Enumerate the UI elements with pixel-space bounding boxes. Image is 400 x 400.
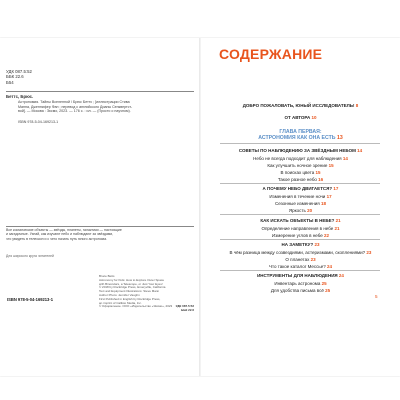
toc-entry xyxy=(201,177,400,182)
toc-entry-page: 24 xyxy=(325,264,333,269)
toc-entry xyxy=(201,233,400,238)
toc-entry-title: АСТРОНОМИЯ КАК ОНА ЕСТЬ xyxy=(258,135,336,141)
biblio-line: вой]. — Москва : Эксмо, 2023. — 176 с. : ил. — (Просто о научном). xyxy=(18,109,131,114)
bbk-line: ББК 22.6 xyxy=(181,307,194,312)
toc-entry xyxy=(201,226,400,231)
toc-entry xyxy=(201,163,400,168)
toc-entry-title: Определение направления в небе xyxy=(261,226,334,231)
udk-block xyxy=(6,69,32,85)
toc-entry-page: 16 xyxy=(316,177,324,182)
toc-entry-title: Небо не всегда подходит для наблюдения xyxy=(253,156,342,161)
toc-entry-title: НА ЗАМЕТКУ? xyxy=(281,242,314,247)
toc-entry-page: 20 xyxy=(305,208,313,213)
toc-title: СОДЕРЖАНИЕ xyxy=(219,46,323,62)
udk-line: УДК 087.5:52 xyxy=(175,304,194,308)
toc-entry xyxy=(201,264,400,269)
toc-entry-page: 23 xyxy=(309,257,316,262)
toc-entry-title: Такое разное небо xyxy=(277,177,317,182)
contents-page xyxy=(201,38,400,376)
toc-entry xyxy=(201,115,400,120)
toc-entry-page: 25 xyxy=(320,281,327,286)
toc-entry-page: 17 xyxy=(325,194,332,199)
copyright-block xyxy=(99,274,194,312)
toc-entry xyxy=(201,103,400,108)
imprint-page xyxy=(0,38,199,376)
toc-entry-page: 23 xyxy=(313,242,320,247)
toc-entry-title: А ПОЧЕМУ НЕБО ДВИГАЕТСЯ? xyxy=(262,186,333,191)
toc-entry-title: В поисках цвета xyxy=(280,170,315,175)
toc-entry xyxy=(201,250,400,255)
toc-entry-title: ДОБРО ПОЖАЛОВАТЬ, ЮНЫЙ ИССЛЕДОВАТЕЛЬ! xyxy=(242,103,355,108)
toc-entry-title: Яркость xyxy=(288,208,306,213)
author-code-line: Б54 xyxy=(6,79,14,85)
toc-entry-page: 21 xyxy=(333,226,340,231)
toc-entry-page: 10 xyxy=(310,115,317,120)
annotation-line: что увидеть в телескоп и с чего начать путь юного астронома. xyxy=(6,236,107,241)
toc-entry-title: О планетах xyxy=(285,257,310,262)
copyright-line: Author Photo: Jennifer Vaughn xyxy=(99,292,140,297)
bibliographic-record xyxy=(18,100,190,114)
copyright-line: © Оформление. ООО «Издательство «Эксмо», 2023 xyxy=(99,304,173,309)
toc-entry-page: 14 xyxy=(341,156,348,161)
toc-entry-page: 21 xyxy=(334,218,341,223)
toc-entry-title: Инвентарь астронома xyxy=(274,281,321,286)
copyright-line: © 2018 by Rockridge Press, Emeryville, California xyxy=(99,285,166,290)
toc-entry-page: 8 xyxy=(354,103,359,108)
udk-line: УДК 087.5:52 xyxy=(6,69,32,74)
toc-entry-title: В чём разница между созвездиями, астеризмами, скоплениями? xyxy=(229,250,366,255)
toc-entry-title: Изменения в течение ночи xyxy=(269,194,326,199)
toc-entry xyxy=(201,135,400,141)
toc-entry-title: ИНСТРУМЕНТЫ ДЛЯ НАБЛЮДЕНИЯ xyxy=(257,273,338,278)
toc-entry-title: КАК ИСКАТЬ ОБЪЕКТЫ В НЕБЕ? xyxy=(260,218,335,223)
section-divider xyxy=(220,183,380,184)
toc-entry xyxy=(201,242,400,247)
section-divider xyxy=(220,143,380,144)
toc-entry-page: 14 xyxy=(355,148,363,153)
toc-entry-page: 22 xyxy=(322,233,330,238)
toc-entry xyxy=(201,194,400,199)
section-divider xyxy=(220,239,380,240)
toc-entry-title: ГЛАВА ПЕРВАЯ: xyxy=(279,129,322,135)
toc-entry-page: 24 xyxy=(337,273,344,278)
toc-entry xyxy=(201,288,400,293)
toc-entry xyxy=(201,156,400,161)
toc-entry xyxy=(201,170,400,175)
toc-entry-title: Для удобства письма всё xyxy=(270,288,324,293)
toc-entry xyxy=(201,273,400,278)
copyright-line: Text and Equipment Illustrations: Steve Mann xyxy=(99,289,160,294)
biblio-line: Астрономия. Тайны Вселенной / Брюс Беттс ; [иллюстрации Стива xyxy=(18,100,130,104)
annotation-line: и загадочные. Узнай, как изучают небо и наблюдают за звёздами, xyxy=(6,232,114,237)
isbn-record: ISBN 978-5-04-169213-1 xyxy=(18,120,59,124)
toc-entry-page: 15 xyxy=(314,170,321,175)
toc-entry-page: 13 xyxy=(335,135,343,141)
toc-entry-title: Как улучшить ночное зрение xyxy=(267,163,328,168)
page-number: 5 xyxy=(375,294,378,299)
toc-entry xyxy=(201,148,400,153)
toc-entry xyxy=(201,218,400,223)
audience-tag: Для широкого круга читателей xyxy=(6,254,54,258)
isbn-bottom: ISBN 978-5-04-169213-1 xyxy=(7,297,53,302)
toc-entry xyxy=(201,186,400,191)
toc-entry xyxy=(201,208,400,213)
copyright-line: First Published in English by Rockridge Press, xyxy=(99,296,161,301)
toc-entry-title: Измерение углов в небе xyxy=(271,233,323,238)
copyright-line: Astronomy for Kids: How to Explore Outer Space xyxy=(99,277,165,282)
book-spread xyxy=(0,38,400,376)
author-line: Беттс, Брюс. xyxy=(6,94,34,99)
copyright-line: Bruce Betts xyxy=(99,274,115,278)
section-divider xyxy=(220,270,380,271)
toc-entry-title: Сезонные изменения xyxy=(275,201,320,206)
toc-entry-page: 17 xyxy=(332,186,339,191)
divider xyxy=(6,226,194,227)
toc-entry-page: 23 xyxy=(365,250,372,255)
toc-entry-page: 18 xyxy=(319,201,326,206)
copyright-line: an imprint of Callisto Media, Inc. xyxy=(99,300,142,305)
toc-entry-title: Что такое каталог Мессье? xyxy=(268,264,326,269)
toc-entry xyxy=(201,201,400,206)
toc-entry xyxy=(201,281,400,286)
annotation-line: Все космические объекты — звёзды, планеты, галактики — настоящие xyxy=(6,228,122,232)
toc-entry-title: ОТ АВТОРА xyxy=(284,115,311,120)
divider xyxy=(6,91,194,92)
section-divider xyxy=(220,214,380,215)
bbk-line: ББК 22.6 xyxy=(6,74,24,80)
biblio-line: Манна, Дженнифер Фан ; перевод с английского Дианы Сенквертст- xyxy=(18,104,133,109)
toc-entry-page: 25 xyxy=(323,288,331,293)
copyright-line: with Binoculars, a Telescope, or Just Your Eyes! xyxy=(99,281,163,286)
toc-entry-page: 15 xyxy=(327,163,334,168)
toc-entry xyxy=(201,257,400,262)
annotation xyxy=(6,228,194,241)
toc-entry-title: СОВЕТЫ ПО НАБЛЮДЕНИЮ ЗА ЗВЁЗДНЫМ НЕБОМ xyxy=(238,148,356,153)
udk-repeat xyxy=(159,305,194,313)
